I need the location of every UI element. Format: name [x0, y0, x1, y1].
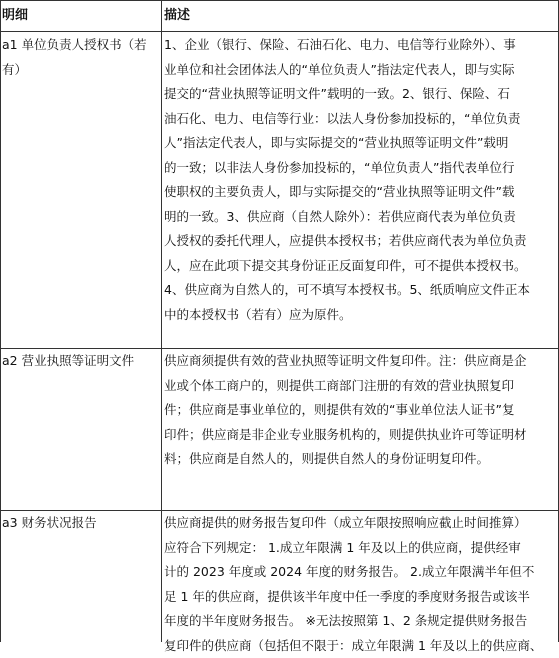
desc-line: 足 1 年的供应商，提供该半年度中任一季度的季度财务报告或该半 — [164, 585, 557, 610]
header-description: 描述 — [164, 1, 557, 31]
header-item: 明细 — [2, 1, 162, 31]
desc-line: 提交的“营业执照等证明文件”载明的一致。2、银行、保险、石 — [164, 82, 557, 107]
item-line: a1 单位负责人授权书（若 — [2, 33, 162, 58]
desc-line: 件；供应商是事业单位的，则提供有效的“事业单位法人证书”复 — [164, 398, 557, 423]
desc-line: 供应商须提供有效的营业执照等证明文件复印件。注：供应商是企 — [164, 349, 557, 374]
table-border-left — [0, 0, 1, 642]
desc-line: 中的本授权书（若有）应为原件。 — [164, 303, 557, 328]
desc-line: 复印件的供应商（包括但不限于：成立年限满 1 年及以上的供应商、 — [164, 634, 557, 658]
desc-line: 人”指法定代表人，即与实际提交的“营业执照等证明文件”载明 — [164, 131, 557, 156]
desc-line: 业单位和社会团体法人的“单位负责人”指法定代表人，即与实际 — [164, 58, 557, 83]
item-line: 有） — [2, 58, 162, 83]
desc-line: 人授权的委托代理人，应提供本授权书；若供应商代表为单位负责 — [164, 229, 557, 254]
table-row-description — [164, 349, 557, 472]
desc-line: 使职权的主要负责人，即与实际提交的“营业执照等证明文件”载 — [164, 180, 557, 205]
desc-line: 计的 2023 年度或 2024 年度的财务报告。 2.成立年限满半年但不 — [164, 560, 557, 585]
desc-line: 应符合下列规定： 1.成立年限满 1 年及以上的供应商，提供经审 — [164, 536, 557, 561]
table-row-description — [164, 33, 557, 327]
desc-line: 的一致；以非法人身份参加投标的，“单位负责人”指代表单位行 — [164, 156, 557, 181]
desc-line: 印件；供应商是非企业专业服务机构的，则提供执业许可等证明材 — [164, 423, 557, 448]
table-row-item — [2, 511, 162, 536]
desc-line: 4、供应商为自然人的，可不填写本授权书。5、纸质响应文件正本 — [164, 278, 557, 303]
desc-line: 供应商提供的财务报告复印件（成立年限按照响应截止时间推算） — [164, 511, 557, 536]
item-line: a3 财务状况报告 — [2, 511, 162, 536]
table-row-item — [2, 33, 162, 82]
desc-line: 油石化、电力、电信等行业：以法人身份参加投标的，“单位负责 — [164, 107, 557, 132]
desc-line: 业或个体工商户的，则提供工商部门注册的有效的营业执照复印 — [164, 374, 557, 399]
desc-line: 明的一致。3、供应商（自然人除外）：若供应商代表为单位负责 — [164, 205, 557, 230]
item-line: a2 营业执照等证明文件 — [2, 349, 162, 374]
table-row-item — [2, 349, 162, 374]
desc-line: 年度的半年度财务报告。 ※无法按照第 1、2 条规定提供财务报告 — [164, 609, 557, 634]
desc-line: 料；供应商是自然人的，则提供自然人的身份证明复印件。 — [164, 447, 557, 472]
table-row-description — [164, 511, 557, 658]
desc-line: 人，应在此项下提交其身份证正反面复印件，可不提供本授权书。 — [164, 254, 557, 279]
desc-line: 1、企业（银行、保险、石油石化、电力、电信等行业除外）、事 — [164, 33, 557, 58]
column-divider — [161, 0, 162, 642]
header-divider — [0, 31, 559, 32]
